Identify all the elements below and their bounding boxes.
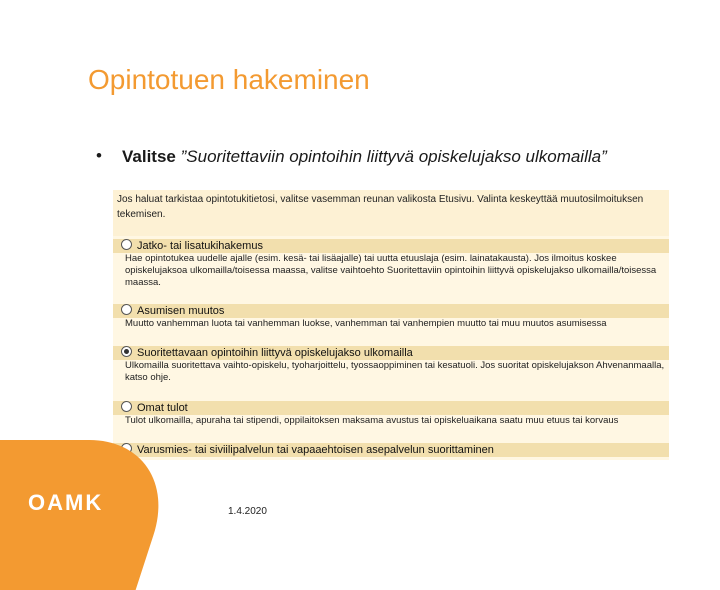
slide-date: 1.4.2020 xyxy=(228,506,267,517)
option-header-asuminen[interactable] xyxy=(113,304,669,318)
radio-icon[interactable] xyxy=(121,304,132,315)
oamk-logo: OAMK xyxy=(28,490,104,515)
option-label-wrap xyxy=(121,304,224,318)
option-description: Tulot ulkomailla, apuraha tai stipendi, oppilaitoksen maksama avustus tai opiskeluaikana saatu muu etuus tai korvaus xyxy=(125,415,619,426)
option-label-wrap xyxy=(121,346,413,360)
option-label: Asumisen muutos xyxy=(137,305,225,317)
option-description: Hae opintotukea uudelle ajalle (esim. kesä- tai lisäajalle) tai uutta etuuslaja (esim. lainatakausta). Jos ilmoitus koskee opiskelujaksoa ulkomailla/toisessa maassa, valitse vaihtoehto Suoritettaviin opintoihin liittyvä opiskelujakso ulkomailla/toisessa maassa. xyxy=(125,253,657,288)
radio-icon[interactable] xyxy=(121,401,132,412)
instruction-italic: ”Suoritettaviin opintoihin liittyvä opiskelujakso ulkomailla” xyxy=(180,147,607,166)
option-label: Jatko- tai lisatukihakemus xyxy=(137,240,263,252)
slide-title: Opintotuen hakeminen xyxy=(88,64,370,95)
instruction-bold: Valitse xyxy=(122,147,181,166)
radio-icon[interactable] xyxy=(121,239,132,250)
form-screenshot xyxy=(113,190,669,460)
option-label-wrap xyxy=(121,443,494,457)
option-label-wrap xyxy=(121,401,188,415)
option-description: Ulkomailla suoritettava vaihto-opiskelu, tyoharjoittelu, tyossaoppiminen tai kesatuoli. Jos suoritat opiskelujakson Ahvenanmaalla, katso ohje. xyxy=(125,360,665,383)
option-label: Suoritettavaan opintoihin liittyvä opiskelujakso ulkomailla xyxy=(137,347,413,359)
form-intro-text: Jos haluat tarkistaa opintotukitietosi, valitse vasemman reunan valikosta Etusivu. Valinta keskeyttää muutosilmoituksen tekemisen. xyxy=(113,190,669,236)
bullet-marker: • xyxy=(96,146,102,165)
option-label: Varusmies- tai siviilipalvelun tai vapaaehtoisen asepalvelun suorittaminen xyxy=(137,444,494,456)
option-header-ulkomailla[interactable] xyxy=(113,346,669,360)
option-label: Omat tulot xyxy=(137,402,188,414)
instruction-text xyxy=(122,146,662,168)
option-header-varusmies[interactable] xyxy=(113,443,669,457)
option-header-tulot[interactable] xyxy=(113,401,669,415)
option-header-jatkotuki[interactable] xyxy=(113,239,669,253)
option-description: Muutto vanhemman luota tai vanhemman luokse, vanhemman tai vanhempien muutto tai muu muutos asumisessa xyxy=(125,318,607,329)
option-label-wrap xyxy=(121,239,263,253)
radio-selected-icon[interactable] xyxy=(121,346,132,357)
